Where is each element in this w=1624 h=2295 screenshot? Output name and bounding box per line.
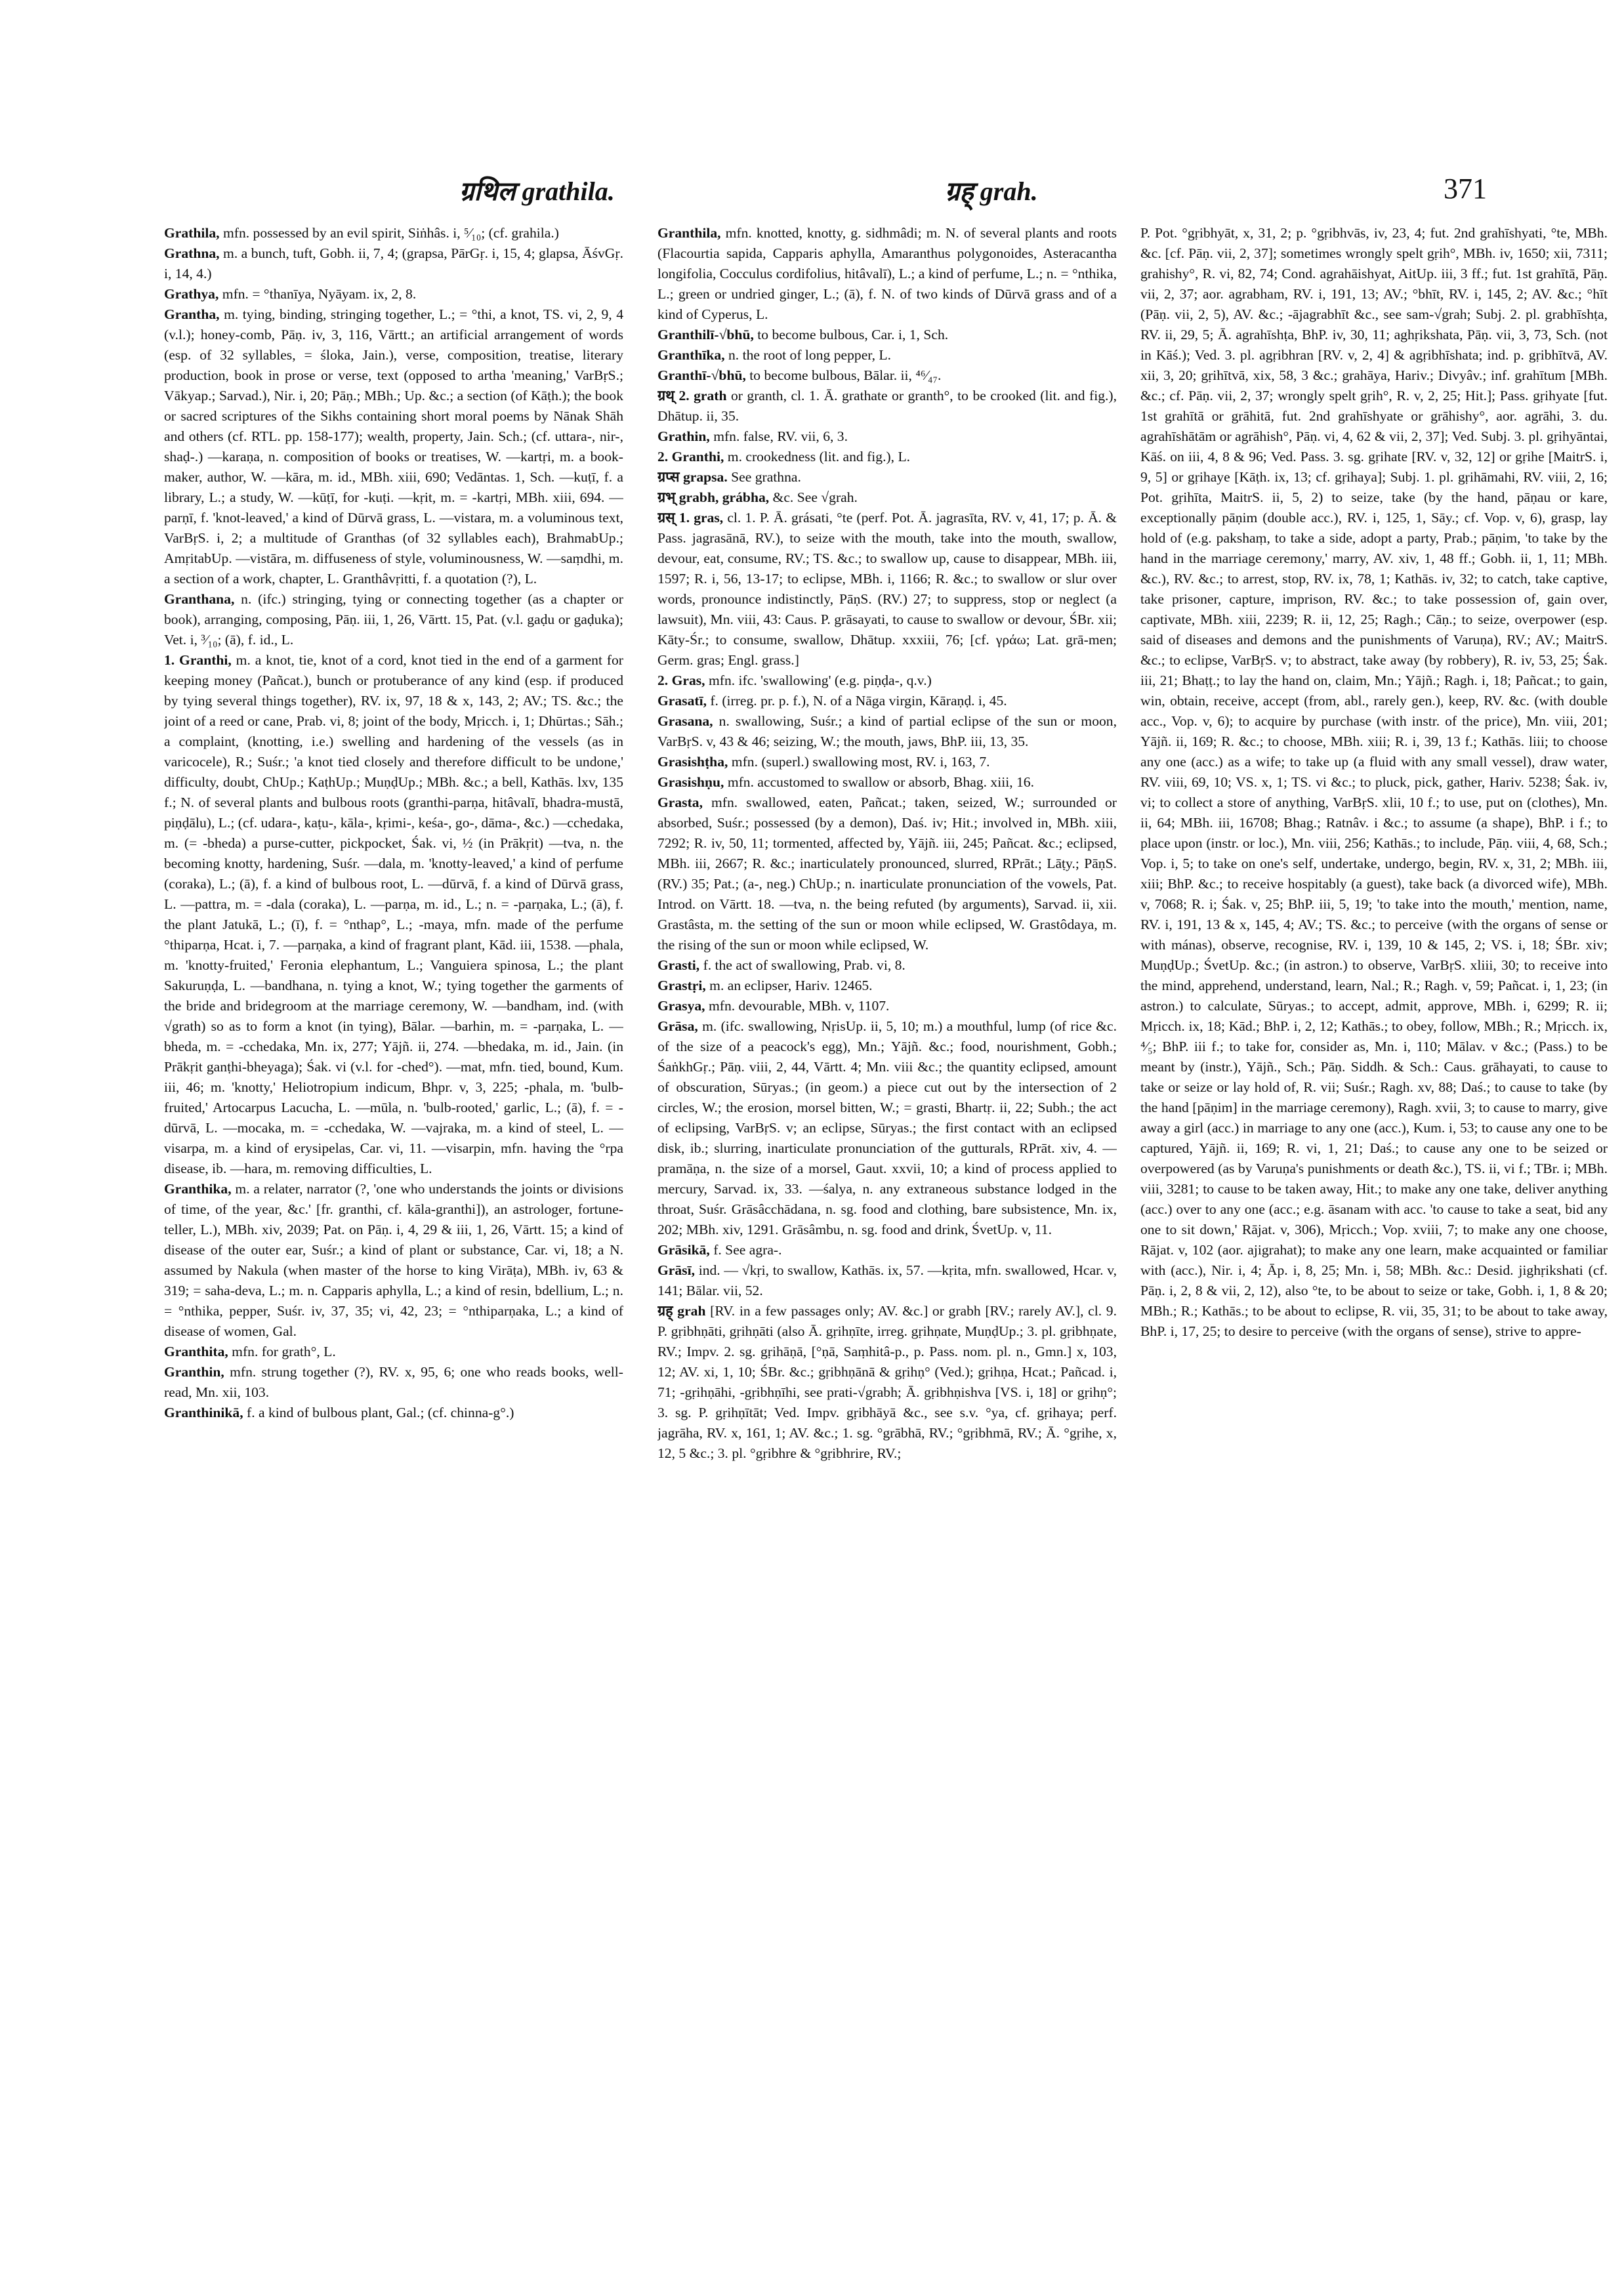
- headword: 2. Granthi,: [657, 449, 724, 465]
- entry-definition: f. the act of swallowing, Prab. vi, 8.: [699, 957, 906, 973]
- headword: Grantha,: [164, 306, 220, 322]
- dictionary-entry: [657, 325, 1117, 345]
- entry-definition: [RV. in a few passages only; AV. &c.] or grabh [RV.; rarely AV.], cl. 9. P. gṛibhṇāti, gṛihṇāti (also Ā. gṛihṇīte, irreg. gṛihṇate, MuṇḍUp.; 3. pl. gṛibhṇate, RV.; Impv. 2. sg. gṛihāṇā, [°ṇā, Saṃhitâ-p., p. Pass. nom. pl. n., Gmn.] x, 103, 12; AV. xi, 1, 10; ŚBr. &c.; gṛibhṇānā & gṛihṇ° (Ved.); gṛihṇa, Hcat.; Pañcad. i, 71; -gṛihṇāhi, -gṛibhṇīhi, see prati-√grabh; Ā. gṛibhṇishva [VS. i, 18] or gṛihṇ°; 3. sg. P. gṛihṇītāt; Ved. Impv. gṛibhāyā &c., see s.v. °ya, cf. gṛihaya; perf. jagrāha, RV. x, 161, 1; AV. &c.; 1. sg. °grābhā, RV.; °gṛibhmā, RV.; Ā. °gṛihe, x, 12, 5 &c.; 3. pl. °gṛibhre & °gṛibhrire, RV.;: [657, 1303, 1117, 1461]
- dictionary-entry: [657, 1260, 1117, 1301]
- dictionary-entry: [164, 589, 623, 650]
- entry-definition: mfn. devourable, MBh. v, 1107.: [705, 998, 890, 1014]
- dictionary-entry: [657, 1301, 1117, 1464]
- headword: Granthilī-√bhū,: [657, 327, 754, 342]
- entry-definition: ind. — √kṛi, to swallow, Kathās. ix, 57. —kṛita, mfn. swallowed, Hcar. v, 141; Bālar. vii, 52.: [657, 1262, 1117, 1298]
- headword: Grastṛi,: [657, 978, 706, 993]
- entry-definition: mfn. knotted, knotty, g. sidhmâdi; m. N. of several plants and roots (Flacourtia sapida, Capparis aphylla, Amaranthus polygonoides, Asteracantha longifolia, Cocculus cordifolius, hitâvalī), L.; a kind of perfume, L.; n. = °nthika, L.; green or undried ginger, L.; (ā), f. N. of two kinds of Dūrvā grass and of a kind of Cyperus, L.: [657, 225, 1117, 322]
- dictionary-entry: [657, 752, 1117, 772]
- headword: Granthita,: [164, 1344, 228, 1359]
- running-head-left: ग्रथिल grathila.: [459, 176, 615, 206]
- headword: Grasishṇu,: [657, 774, 724, 790]
- entry-definition: n. swallowing, Suśr.; a kind of partial eclipse of the sun or moon, VarBṛS. v, 43 & 46; seizing, W.; the mouth, jaws, BhP. iii, 13, 35.: [657, 713, 1117, 749]
- headword: Grasatī,: [657, 693, 707, 709]
- dictionary-entry: [657, 955, 1117, 976]
- entry-definition: f. (irreg. pr. p. f.), N. of a Nāga virgin, Kāraṇḍ. i, 45.: [706, 693, 1007, 709]
- entry-definition: m. a bunch, tuft, Gobh. ii, 7, 4; (grapsa, PārGṛ. i, 15, 4; glapsa, ĀśvGṛ. i, 14, 4.): [164, 245, 623, 281]
- entry-definition: m. a relater, narrator (?, 'one who understands the joints or divisions of time, of the year, &c.' [fr. granthi, cf. kāla-granthi]), an astrologer, fortune-teller, L.), MBh. xiv, 2039; Pat. on Pāṇ. i, 4, 29 & iii, 1, 26, Vārtt. 15; a kind of disease of the outer ear, Suśr.; a kind of plant or substance, Car. vi, 18; a N. assumed by Nakula (when master of the horse to king Virāṭa), MBh. iv, 63 & 319; = saha-deva, L.; m. n. Capparis aphylla, L.; a kind of resin, bdellium, L.; n. = °nthika, pepper, Suśr. iv, 37, 35; vi, 42, 23; = °nthiparṇaka, L.; a kind of disease of women, Gal.: [164, 1181, 623, 1339]
- entry-definition: mfn. ifc. 'swallowing' (e.g. piṇḍa-, q.v.): [705, 672, 932, 688]
- headword: Grāsī,: [657, 1262, 695, 1278]
- headword: Grathya,: [164, 286, 219, 302]
- headword: 1. Granthi,: [164, 652, 232, 668]
- dictionary-entry: [657, 386, 1117, 426]
- headword: ग्रप्स grapsa.: [657, 469, 728, 485]
- headword: Grāsikā,: [657, 1242, 710, 1258]
- dictionary-entry: [164, 1342, 623, 1362]
- entry-definition: See grathna.: [727, 469, 801, 485]
- entry-definition: mfn. for grath°, L.: [228, 1344, 336, 1359]
- headword: Grasta,: [657, 795, 703, 810]
- entry-definition: mfn. possessed by an evil spirit, Siṅhâs. i, ⁵⁄₁₀; (cf. grahila.): [219, 225, 559, 241]
- headword: Grasana,: [657, 713, 713, 729]
- dictionary-entry: [164, 1362, 623, 1403]
- headword: Grasishṭha,: [657, 754, 728, 770]
- headword: ग्रह् grah: [657, 1303, 706, 1319]
- dictionary-entry: [657, 467, 1117, 487]
- dictionary-entry: [657, 426, 1117, 447]
- dictionary-entry: [657, 711, 1117, 752]
- dictionary-entry: [657, 508, 1117, 671]
- headword: ग्रस् 1. gras,: [657, 510, 724, 526]
- dictionary-entry: [657, 772, 1117, 793]
- headword: Granthika,: [164, 1181, 232, 1197]
- dictionary-entry: [164, 1403, 623, 1423]
- dictionary-entry: [657, 1016, 1117, 1240]
- dictionary-entry: [164, 1179, 623, 1342]
- entry-definition: m. a knot, tie, knot of a cord, knot tied in the end of a garment for keeping money (Pañcat.), bunch or protuberance of any kind (esp. if produced by tying several things together), RV. ix, 97, 18 & x, 143, 2; AV.; TS. &c.; the joint of a reed or cane, Prab. vi, 8; joint of the body, Mṛicch. i, 1; Dhūrtas.; Sāh.; a complaint, (knotting, i.e.) swelling and hardening of the vessels (as in varicocele), R.; Suśr.; 'a knot tied closely and therefore difficult to be undone,' difficulty, doubt, ChUp.; KaṭhUp.; MuṇḍUp.; MBh. &c.; a bell, Kathās. lxv, 135 f.; N. of several plants and bulbous roots (granthi-parṇa, hitâvalī, bhadra-mustā, piṇḍālu), L.; (cf. udara-, kaṭu-, kāla-, kṛimi-, keśa-, go-, dāma-, &c.) —cchedaka, m. (= -bheda) a purse-cutter, pickpocket, Śak. vi, ½ (in Prākṛit) —tva, n. the becoming knotty, hardening, Suśr. —dala, m. 'knotty-leaved,' a kind of perfume (coraka), L.; (ā), f. a kind of bulbous root, L. —dūrvā, f. a kind of Dūrvā grass, L. —pattra, m. = -dala (coraka), L. —parṇa, m. id., L.; n. = -parṇaka, L.; (ā), f. the plant Jatukā, L.; (ī), f. = °nthap°, L.; -maya, mfn. made of the perfume °thiparṇa, Hcat. i, 7. —parṇaka, a kind of fragrant plant, Kād. iii, 1538. —phala, m. 'knotty-fruited,' Feronia elephantum, L.; Vanguiera spinosa, L.; the plant Sakuruṇḍa, L. —bandhana, n. tying a knot, W.; tying together the garments of the bride and bridegroom at the marriage ceremony, W. —bandham, ind. (with √grath) so as to form a knot (in tying), Bālar. —barhin, m. = -parṇaka, L. —bheda, m. = -cchedaka, Mn. ix, 277; Yājñ. ii, 274. —bhedaka, m. id., Jain. (in Prākṛit ganṭhi-bheyaga); Śak. vi (v.l. for -ched°). —mat, mfn. tied, bound, Kum. iii, 46; m. 'knotty,' Heliotropium indicum, Bhpr. v, 3, 225; -phala, m. 'bulb-fruited,' Artocarpus Lacucha, L. —mūla, n. 'bulb-rooted,' garlic, L.; (ā), f. = -dūrvā, L. —mocaka, m. = -cchedaka, W. —vajraka, m. a kind of steel, L. —visarpa, m. a kind of erysipelas, Car. vi, 11. —visarpin, mfn. having the °rpa disease, ib. —hara, m. removing difficulties, L.: [164, 652, 623, 1176]
- entry-definition: P. Pot. °gṛibhyāt, x, 31, 2; p. °gṛibhvās, iv, 23, 4; fut. 2nd grahīshyati, °te, MBh. &c. [cf. Pāṇ. vii, 2, 37]; sometimes wrongly spelt gṛih°, MBh. iv, 1650; xii, 7311; grahishy°, R. vi, 82, 74; Cond. agrahāishyat, AitUp. iii, 3 ff.; fut. 1st grahītā, Pāṇ. vii, 2, 37; aor. agrabham, RV. i, 191, 13; AV.; °bhīt, RV. i, 145, 2; AV. &c.; °hīt (Pāṇ. vii, 2, 5), AV. &c.; -ājagrabhīt &c., see sam-√grah; Subj. 2. pl. grabhīshṭa, RV. ii, 29, 5; Ā. agrahīshṭa, BhP. iv, 30, 11; aghṛikshata, Pāṇ. vii, 3, 73, Sch. (not in Kāś.); Ved. 3. pl. agṛibhran [RV. v, 2, 4] & agṛibhīshata; ind. p. gṛibhītvā, AV. xii, 3, 20; gṛihītvā, xix, 58, 3 &c.; grahāya, Hariv.; Divyâv.; inf. grahītum [MBh. &c.; cf. Pāṇ. vii, 2, 37; wrongly spelt gṛih°, R. v, 2, 25; Hit.]; Pass. gṛihyate [fut. 1st grahītā or grāhitā, fut. 2nd grahīshyate or grāhishy°, aor. agrāhi, 3. du. agrahīshātām or agrāhish°, Pāṇ. vi, 4, 62 & vii, 2, 37]; Ved. Subj. 3. pl. gṛihyāntai, Kāś. on iii, 4, 8 & 96; Ved. Pass. 3. sg. gṛihate [RV. v, 32, 12] or gṛihe [MaitrS. i, 9, 5] or gṛihaye [Kāṭh. ix, 13; cf. gṛihaya]; Subj. 1. pl. gṛihāmahi, RV. viii, 2, 16; Pot. gṛihīta, MaitrS. ii, 5, 2) to seize, take (by the hand, pāṇau or kare, exceptionally pāṇim (double acc.), RV. i, 125, 1, Sāy.; cf. Vop. v, 6), grasp, lay hold of (e.g. pakshaṃ, to take a side, adopt a party, Prab.; pāṇim, 'to take by the hand in the marriage ceremony,' marry, AV. xiv, 1, 48 ff.; Gobh. ii, 1, 11; MBh. &c.), RV. &c.; to arrest, stop, RV. ix, 78, 1; Kathās. iv, 32; to catch, take captive, take prisoner, capture, imprison, RV. &c.; to take possession of, gain over, captivate, MBh. xiii, 2239; R. ii, 12, 25; Ragh.; Cāṇ.; to seize, overpower (esp. said of diseases and demons and the punishments of Varuṇa), RV.; AV.; MaitrS. &c.; to eclipse, VarBṛS. v; to abstract, take away (by robbery), R. iv, 53, 25; Śak. iii, 21; Bhaṭṭ.; to lay the hand on, claim, Mn.; Yājñ.; Ragh. i, 18; Pañcat.; to gain, win, obtain, receive, accept (from, abl., rarely gen.), keep, RV. &c. (with double acc., Vop. v, 6); to acquire by purchase (with instr. of the price), Mn. viii, 201; Yājñ. ii, 169; R. &c.; to choose, MBh. xiii; R. i, 39, 13 f.; Kathās. liii; to choose any one (acc.) as a wife; to take up (a fluid with any small vessel), draw water, RV. viii, 69, 10; VS. x, 1; TS. vi &c.; to pluck, pick, gather, Hariv. 5238; Śak. iv, vi; to collect a store of anything, VarBṛS. xlii, 10 f.; to use, put on (clothes), Mn. ii, 64; MBh. iii, 16708; Bhag.; Ratnâv. i &c.; to assume (a shape), BhP. i f.; to place upon (instr. or loc.), Mn. viii, 256; Kathās.; to include, Pāṇ. viii, 4, 68, Sch.; Vop. i, 5; to take on one's self, undertake, undergo, begin, RV. x, 31, 2; MBh. iii, xiii; BhP. &c.; to receive hospitably (a guest), take back (a divorced wife), MBh. v, 7068; R. i; Śak. v, 25; BhP. iii, 5, 19; 'to take into the mouth,' mention, name, RV. i, 191, 13 & x, 145, 4; AV.; TS. &c.; to perceive (with the organs of sense or with mánas), observe, recognise, RV. i, 139, 10 & 145, 2; VS. i, 18; ŚBr. xiv; MuṇḍUp.; ŚvetUp. &c.; (in astron.) to observe, VarBṛS. xliii, 30; to receive into the mind, apprehend, understand, learn, Nal.; R.; Ragh. v, 59; Pañcat. i, 1, 23; (in astron.) to calculate, Sūryas.; to accept, admit, approve, MBh. i, 6299; R. ii; Mṛicch. ix, 18; Kād.; BhP. i, 2, 12; Kathās.; to obey, follow, MBh.; R.; Mṛicch. ix, ⁴⁄₅; BhP. iii f.; to take for, consider as, Mn. i, 110; Mālav. v &c.; (Pass.) to be meant by (instr.), Yājñ., Sch.; Pāṇ. Siddh. & Sch.: Caus. grāhayati, to cause to take or seize or lay hold of, R. vii; Suśr.; Ragh. xv, 88; Daś.; to cause to take (by the hand [pāṇim] in the marriage ceremony), Ragh. xvii, 3; to cause to marry, give away a girl (acc.) in marriage to any one (acc.), Kum. i, 53; to cause any one to be captured, Yājñ. ii, 169; R. vi, 1, 21; Daś.; to cause any one to be seized or overpowered (as by Varuṇa's punishments or death &c.), TS. ii, vi f.; TBr. i; MBh. viii, 3281; to cause to be taken away, Hit.; to make any one take, deliver anything (acc.) over to any one (acc.; e.g. āsanam with acc. 'to cause to take a seat, bid any one to sit down,' Rājat. v, 306), Mṛicch.; Vop. xviii, 7; to make any one choose, Rājat. v, 102 (aor. ajigrahat); to make any one learn, make acquainted or familiar with (acc.), Nir. i, 4; Āp. i, 8, 25; Mn. i, 58; MBh. &c.: Desid. jighṛikshati (cf. Pāṇ. i, 2, 8 & vii, 2, 12), also °te, to be about to seize or take, Gobh. i, 1, 8 & 20; MBh.; R.; Kathās.; to be about to eclipse, R. vii, 35, 31; to be about to take away, BhP. i, 17, 25; to desire to perceive (with the organs of sense), strive to appre-: [1140, 225, 1608, 1339]
- dictionary-entry: [164, 650, 623, 1179]
- headword: 2. Gras,: [657, 672, 705, 688]
- entry-definition: n. (ifc.) stringing, tying or connecting together (as a chapter or book), arranging, composing, Pāṇ. iii, 1, 26, Vārtt. 15, Pat. (v.l. gaḍu or gaḍuka); Vet. i, ³⁄₁₀; (ā), f. id., L.: [164, 591, 623, 648]
- entry-definition: or granth, cl. 1. Ā. grathate or granth°, to be crooked (lit. and fig.), Dhātup. ii, 35.: [657, 388, 1117, 424]
- dictionary-entry: [657, 671, 1117, 691]
- dictionary-entry: [657, 447, 1117, 467]
- headword: Granthī-√bhū,: [657, 367, 746, 383]
- entry-definition: to become bulbous, Bālar. ii, ⁴⁶⁄₄₇.: [745, 367, 942, 383]
- headword: Grathna,: [164, 245, 220, 261]
- headword: Granthana,: [164, 591, 235, 607]
- headword: Granthīka,: [657, 347, 725, 363]
- column-3: [1140, 223, 1608, 2257]
- entry-definition: mfn. false, RV. vii, 6, 3.: [709, 428, 848, 444]
- headword: Grathila,: [164, 225, 220, 241]
- headword: Granthin,: [164, 1364, 224, 1380]
- dictionary-entry: [657, 691, 1117, 711]
- entry-definition: mfn. (superl.) swallowing most, RV. i, 163, 7.: [728, 754, 990, 770]
- headword: Grathin,: [657, 428, 710, 444]
- entry-definition: n. the root of long pepper, L.: [724, 347, 891, 363]
- dictionary-entry: [657, 793, 1117, 955]
- entry-definition: f. a kind of bulbous plant, Gal.; (cf. chinna-g°.): [243, 1405, 514, 1420]
- dictionary-entry: [657, 365, 1117, 386]
- entry-definition: f. See agra-.: [709, 1242, 782, 1258]
- dictionary-entry: [657, 487, 1117, 508]
- dictionary-entry: [657, 345, 1117, 365]
- dictionary-entry: [164, 284, 623, 304]
- entry-definition: to become bulbous, Car. i, 1, Sch.: [753, 327, 949, 342]
- dictionary-entry: [657, 996, 1117, 1016]
- entry-definition: m. crookedness (lit. and fig.), L.: [724, 449, 911, 465]
- dictionary-entry: [164, 243, 623, 284]
- entry-definition: cl. 1. P. Ā. grásati, °te (perf. Pot. Ā. jagrasīta, RV. v, 41, 17; p. Ā. & Pass. jagrasānā, RV.), to seize with the mouth, take into the mouth, swallow, devour, eat, consume, RV.; TS. &c.; to swallow up, cause to disappear, MBh. iii, 1597; R. i, 56, 13-17; to eclipse, MBh. i, 1166; R. &c.; to swallow or slur over words, pronounce indistinctly, PāṇS. (RV.) 27; to suppress, stop or neglect (a lawsuit), Mn. viii, 43: Caus. P. grāsayati, to cause to swallow or devour, ŚBr. xii; Kāty-Śr.; to consume, swallow, Dhātup. xxxiii, 76; [cf. γράω; Lat. grā-men; Germ. gras; Engl. grass.]: [657, 510, 1117, 668]
- headword: Granthila,: [657, 225, 721, 241]
- column-2: [657, 223, 1117, 2257]
- dictionary-entry: [657, 976, 1117, 996]
- entry-definition: mfn. strung together (?), RV. x, 95, 6; one who reads books, well-read, Mn. xii, 103.: [164, 1364, 623, 1400]
- page-number: 371: [1444, 173, 1487, 205]
- entry-definition: mfn. accustomed to swallow or absorb, Bhag. xiii, 16.: [724, 774, 1035, 790]
- entry-definition: &c. See √grah.: [769, 489, 858, 505]
- entry-definition: mfn. = °thanīya, Nyāyam. ix, 2, 8.: [219, 286, 417, 302]
- headword: Grasti,: [657, 957, 700, 973]
- entry-definition: mfn. swallowed, eaten, Pañcat.; taken, seized, W.; surrounded or absorbed, Suśr.; possessed (by a demon), Daś. iv; Hit.; involved in, MBh. xiii, 7292; R. iv, 50, 11; tormented, affected by, Yājñ. iii, 245; Pañcat. &c.; eclipsed, MBh. iii, 2667; R. &c.; inarticulately pronounced, slurred, RPrāt.; Lāṭy.; PāṇS. (RV.) 35; Pat.; (a-, neg.) ChUp.; n. inarticulate pronunciation of the vowels, Pat. Introd. on Vārtt. 18. —tva, n. the being refuted (by arguments), Sarvad. ii, xii. Grastâsta, m. the setting of the sun or moon while eclipsed, W. Grastôdaya, m. the rising of the sun or moon while eclipsed, W.: [657, 795, 1117, 953]
- headword: Grasya,: [657, 998, 705, 1014]
- headword: Grāsa,: [657, 1018, 698, 1034]
- dictionary-entry: [164, 304, 623, 589]
- entry-definition: m. an eclipser, Hariv. 12465.: [705, 978, 873, 993]
- dictionary-entry: [657, 223, 1117, 325]
- dictionary-entry: [164, 223, 623, 243]
- running-head-center: ग्रह् grah.: [945, 176, 1038, 206]
- headword: ग्रथ् 2. grath: [657, 388, 727, 403]
- column-1: [164, 223, 623, 2257]
- headword: ग्रभ् grabh, grábha,: [657, 489, 770, 505]
- dictionary-entry: [657, 1240, 1117, 1260]
- entry-definition: m. (ifc. swallowing, NṛisUp. ii, 5, 10; m.) a mouthful, lump (of rice &c. of the size of a peacock's egg), Mn.; Yājñ. &c.; food, nourishment, Gobh.; ŚaṅkhGṛ.; Pāṇ. viii, 2, 44, Vārtt. 4; Mn. viii &c.; the quantity eclipsed, amount of obscuration, Sūryas.; (in geom.) a piece cut out by the intersection of 2 circles, W.; the erosion, morsel bitten, W.; = grasti, Bhartṛ. ii, 22; Subh.; the act of eclipsing, VarBṛS. v; an eclipse, Sūryas.; the first contact with an eclipsed disk, ib.; slurring, inarticulate pronunciation of the gutturals, RPrāt. xiv, 4. —pramāṇa, n. the size of a morsel, Gaut. xxvii, 10; a kind of process applied to mercury, Sarvad. ix, 33. —śalya, n. any extraneous substance lodged in the throat, Suśr. Grāsâcchādana, n. sg. food and clothing, bare subsistence, Mn. ix, 202; MBh. xiv, 1291. Grāsâmbu, n. sg. food and drink, ŚvetUp. v, 11.: [657, 1018, 1117, 1237]
- dictionary-entry: [1140, 223, 1608, 1342]
- headword: Granthinikā,: [164, 1405, 243, 1420]
- entry-definition: m. tying, binding, stringing together, L.; = °thi, a knot, TS. vi, 2, 9, 4 (v.l.); honey-comb, Pāṇ. iv, 3, 116, Vārtt.; an artificial arrangement of words (esp. of 32 syllables, = śloka, Jain.), verse, composition, treatise, literary production, book in prose or verse, text (opposed to artha 'meaning,' VarBṛS.; Vākyap.; Sarvad.), Nir. i, 20; Pāṇ.; MBh.; Up. &c.; a section (of Kāṭh.); the book or sacred scriptures of the Sikhs containing short moral poems by Nānak Shāh and others (cf. RTL. pp. 158-177); wealth, property, Jain. Sch.; (cf. uttara-, nir-, shaḍ-.) —karaṇa, n. composition of books or treatises, W. —kartṛi, m. a book-maker, author, W. —kāra, m. id., MBh. xiii, 690; Vedāntas. 1, Sch. —kuṭī, f. a library, L.; a study, W. —kūṭī, for -kuṭi. —kṛit, m. = -kartṛi, MBh. xiii, 694. —parṇī, f. 'knot-leaved,' a kind of Dūrvā grass, L. —vistara, m. a voluminous text, VarBṛS. i, 2; a multitude of Granthas (of 32 syllables each), BrahmabUp.; AmṛitabUp. —vistāra, m. diffuseness of style, voluminousness, W. —saṃdhi, m. a section of a work, chapter, L. Granthâvṛitti, f. a quotation (?), L.: [164, 306, 623, 587]
